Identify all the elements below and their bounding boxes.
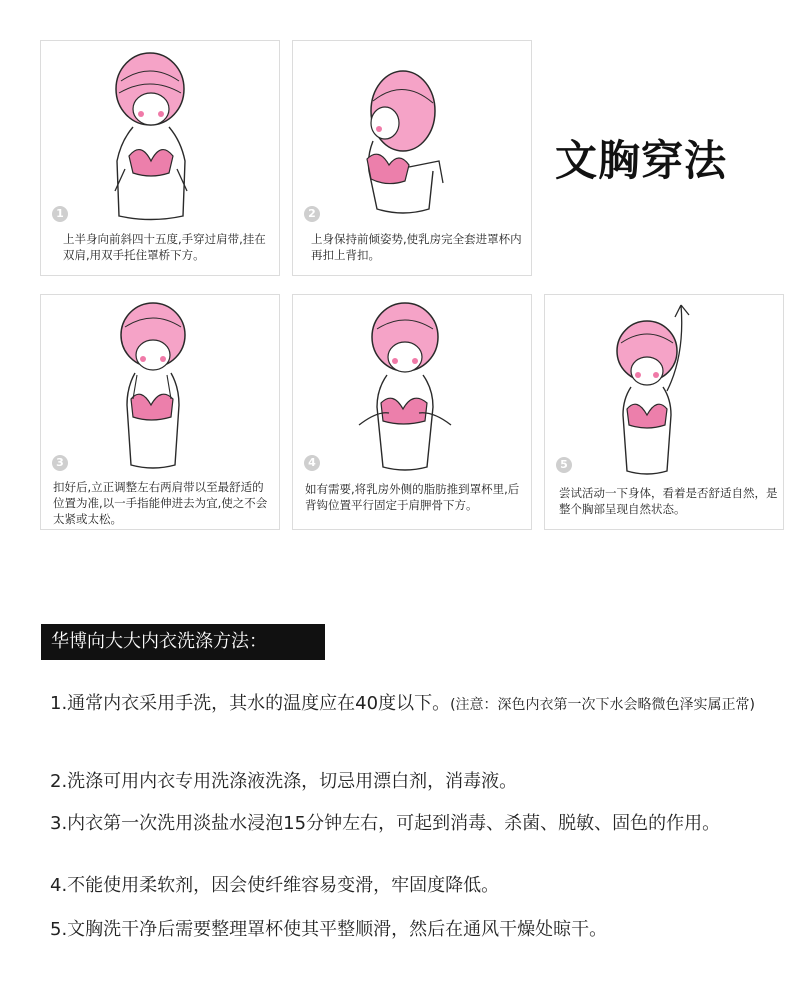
step-number-2: 2 (304, 206, 320, 222)
wash-item-5-text: 5.文胸洗干净后需要整理罩杯使其平整顺滑，然后在通风干燥处晾干。 (50, 919, 608, 940)
figure-illustration-5 (545, 295, 784, 495)
step-description-3: 扣好后,立正调整左右两肩带以至最舒适的位置为准,以一手指能伸进去为宜,使之不会太紧或太松。 (53, 480, 268, 526)
wash-item-1 (50, 692, 780, 717)
figure-illustration-1 (41, 41, 280, 241)
wash-item-1-text: 1.通常内衣采用手洗，其水的温度应在40度以下。 (50, 693, 451, 714)
step-description-4: 如有需要,将乳房外侧的脂肪推到罩杯里,后背钩位置平行固定于肩胛骨下方。 (305, 482, 520, 512)
step-number-4: 4 (304, 455, 320, 471)
wash-item-5 (50, 918, 780, 942)
wash-item-3-text: 3.内衣第一次洗用淡盐水浸泡15分钟左右，可起到消毒、杀菌、脱敏、固色的作用。 (50, 813, 721, 834)
step-card-2 (292, 40, 532, 276)
step-description-2: 上身保持前倾姿势,使乳房完全套进罩杯内再扣上背扣。 (311, 232, 522, 262)
step-number-5: 5 (556, 457, 572, 473)
figure-illustration-2 (293, 41, 532, 241)
step-card-3 (40, 294, 280, 530)
figure-illustration-4 (293, 295, 532, 495)
wash-item-3 (50, 812, 780, 836)
wash-item-2 (50, 770, 780, 794)
wash-item-4-text: 4.不能使用柔软剂，因会使纤维容易变滑，牢固度降低。 (50, 875, 500, 896)
step-card-5 (544, 294, 784, 530)
step-description-1: 上半身向前斜四十五度,手穿过肩带,挂在双肩,用双手托住罩桥下方。 (63, 232, 266, 262)
wash-section-header: 华博向大大内衣洗涤方法： (41, 624, 325, 660)
wash-item-2-text: 2.洗涤可用内衣专用洗涤液洗涤，切忌用漂白剂，消毒液。 (50, 771, 518, 792)
step-number-1: 1 (52, 206, 68, 222)
figure-illustration-3 (41, 295, 280, 495)
wash-item-1-note: (注意：深色内衣第一次下水会略微色泽实属正常) (450, 697, 756, 713)
page-title: 文胸穿法 (555, 136, 728, 185)
step-card-1 (40, 40, 280, 276)
step-description-5: 尝试活动一下身体，看着是否舒适自然，是整个胸部呈现自然状态。 (559, 486, 778, 516)
step-number-3: 3 (52, 455, 68, 471)
step-card-4 (292, 294, 532, 530)
wash-item-4 (50, 874, 780, 898)
